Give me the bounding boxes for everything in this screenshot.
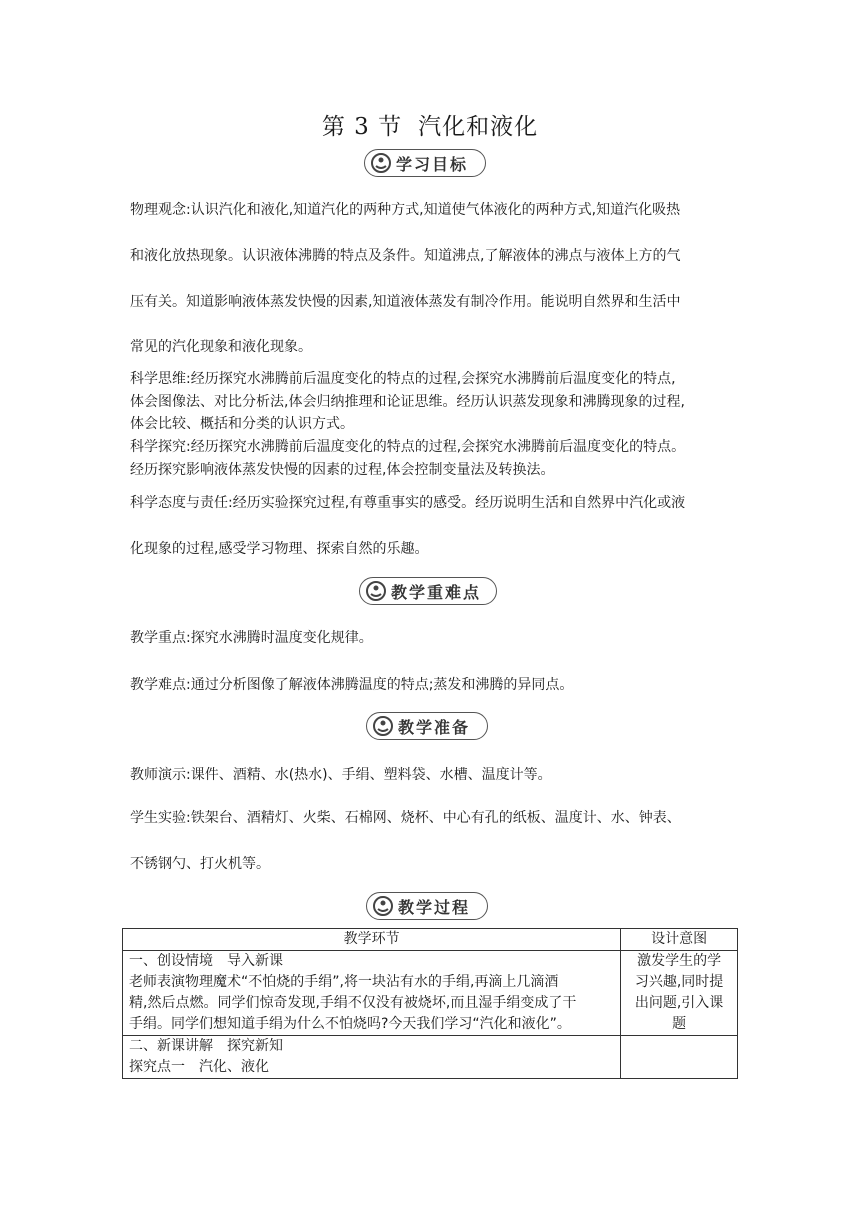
- intent-line: 激发学生的学: [637, 953, 722, 969]
- intent-cell: [621, 951, 738, 1036]
- table-header-row: [123, 929, 738, 951]
- badge-key-points: [359, 577, 497, 605]
- badge-process: [366, 892, 488, 920]
- lesson-process-table: [122, 928, 738, 1079]
- stage-cell: [123, 1036, 621, 1079]
- badge-learning-goals: [364, 149, 486, 177]
- goal-thinking-line-1: 科学思维:经历探究水沸腾前后温度变化的特点的过程,会探究水沸腾前后温度变化的特点,: [130, 371, 676, 387]
- stage-cell: [123, 951, 621, 1036]
- goal-physics-line-2: 和液化放热现象。认识液体沸腾的特点及条件。知道沸点,了解液体的沸点与液体上方的气: [130, 248, 681, 264]
- goal-attitude-line-2: 化现象的过程,感受学习物理、探索自然的乐趣。: [130, 541, 429, 557]
- header-stage: 教学环节: [123, 929, 621, 951]
- stage-line: 二、新课讲解 探究新知: [129, 1038, 283, 1054]
- prep-teacher: 教师演示:课件、酒精、水(热水)、手绢、塑料袋、水槽、温度计等。: [130, 767, 552, 783]
- intent-line: 题: [672, 1016, 687, 1032]
- table-row: [123, 1036, 738, 1079]
- badge-icon: [372, 895, 394, 917]
- key-difficulty: 教学难点:通过分析图像了解液体沸腾温度的特点;蒸发和沸腾的异同点。: [130, 677, 574, 693]
- goal-inquiry-line-1: 科学探究:经历探究水沸腾前后温度变化的特点的过程,会探究水沸腾前后温度变化的特点。: [130, 439, 686, 455]
- goal-physics-line-3: 压有关。知道影响液体蒸发快慢的因素,知道液体蒸发有制冷作用。能说明自然界和生活中: [130, 294, 681, 310]
- header-intent: 设计意图: [621, 929, 738, 951]
- goal-thinking-line-3: 体会比较、概括和分类的认识方式。: [130, 416, 354, 432]
- intent-line: 习兴趣,同时提: [634, 974, 724, 990]
- goal-inquiry-line-2: 经历探究影响液体蒸发快慢的因素的过程,体会控制变量法及转换法。: [130, 462, 555, 478]
- section-number: 第 3 节: [321, 114, 403, 140]
- badge-icon: [365, 580, 387, 602]
- page-title: [0, 108, 860, 141]
- stage-line: 手绢。同学们想知道手绢为什么不怕烧吗?今天我们学习“汽化和液化”。: [129, 1016, 571, 1032]
- goal-physics-line-1: 物理观念:认识汽化和液化,知道汽化的两种方式,知道使气体液化的两种方式,知道汽化吸热: [130, 202, 681, 218]
- goal-thinking-line-2: 体会图像法、对比分析法,体会归纳推理和论证思维。经历认识蒸发现象和沸腾现象的过程,: [130, 394, 685, 410]
- badge-label: 学习目标: [396, 154, 469, 174]
- badge-preparation: [366, 712, 488, 740]
- table-row: [123, 951, 738, 1036]
- stage-line: 精,然后点燃。同学们惊奇发现,手绢不仅没有被烧坏,而且湿手绢变成了干: [129, 995, 577, 1011]
- badge-label: 教学重难点: [391, 582, 482, 602]
- goal-attitude-line-1: 科学态度与责任:经历实验探究过程,有尊重事实的感受。经历说明生活和自然界中汽化或液: [130, 495, 686, 511]
- intent-line: 出问题,引入课: [634, 995, 724, 1011]
- badge-label: 教学准备: [398, 717, 471, 737]
- stage-line: 老师表演物理魔术“不怕烧的手绢”,将一块沾有水的手绢,再滴上几滴酒: [129, 974, 559, 990]
- goal-physics-line-4: 常见的汽化现象和液化现象。: [130, 339, 312, 355]
- badge-icon: [372, 715, 394, 737]
- badge-icon: [370, 152, 392, 174]
- badge-label: 教学过程: [398, 897, 471, 917]
- stage-line: 一、创设情境 导入新课: [129, 953, 283, 969]
- intent-cell: [621, 1036, 738, 1079]
- stage-line: 探究点一 汽化、液化: [129, 1059, 269, 1075]
- section-name: 汽化和液化: [418, 114, 539, 140]
- prep-student-line-1: 学生实验:铁架台、酒精灯、火柴、石棉网、烧杯、中心有孔的纸板、温度计、水、钟表、: [130, 810, 681, 826]
- key-focus: 教学重点:探究水沸腾时温度变化规律。: [130, 630, 373, 646]
- prep-student-line-2: 不锈钢勺、打火机等。: [130, 856, 270, 872]
